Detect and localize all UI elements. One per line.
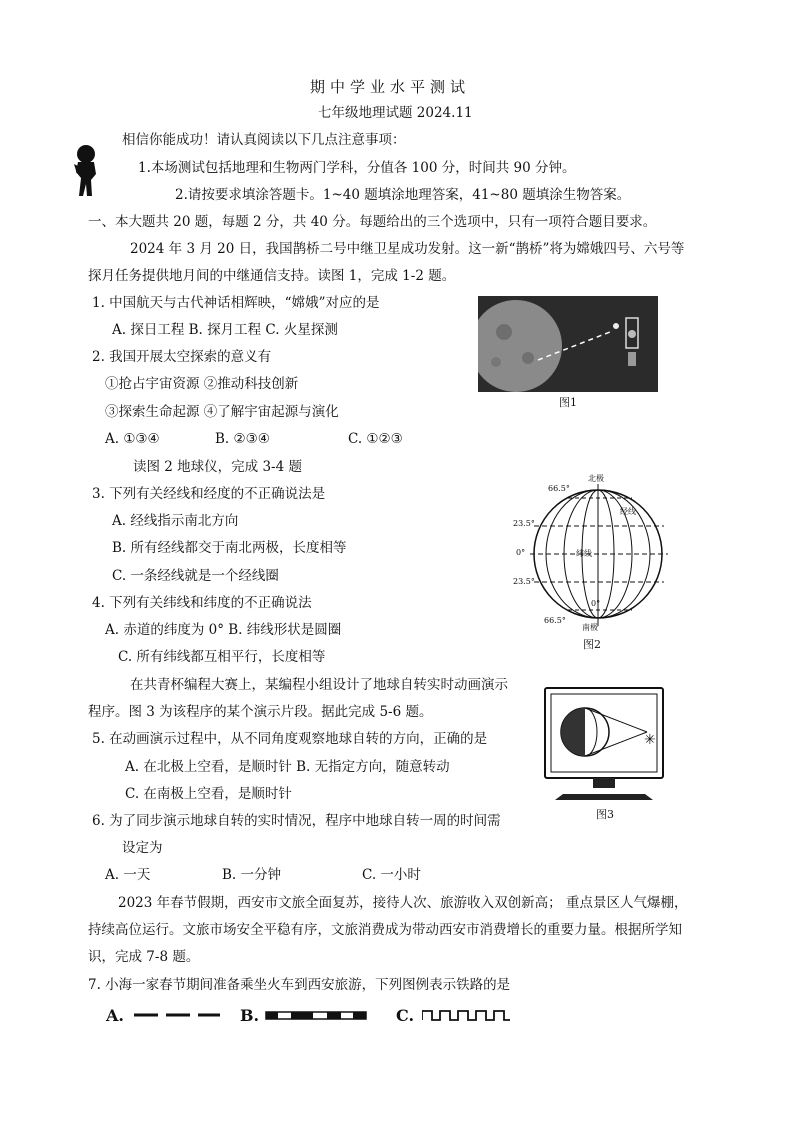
question-2-items-2: ③探索生命起源 ④了解宇宙起源与演化 — [105, 404, 339, 420]
question-5: 5. 在动画演示过程中，从不同角度观察地球自转的方向，正确的是 — [92, 731, 488, 747]
question-2-items-1: ①抢占宇宙资源 ②推动科技创新 — [105, 376, 299, 392]
question-3-option-b: B. 所有经线都交于南北两极，长度相等 — [112, 540, 347, 556]
question-4: 4. 下列有关纬线和纬度的不正确说法 — [92, 595, 312, 611]
section-heading: 一、本大题共 20 题，每题 2 分，共 40 分。每题给出的三个选项中，只有一项符合题目要求。 — [88, 214, 657, 230]
figure-1-moon-relay-image — [478, 296, 658, 392]
question-2-option-c: C. ①②③ — [348, 431, 403, 447]
question-4-option-c: C. 所有纬线都互相平行，长度相等 — [118, 649, 326, 665]
legend-symbol-railway — [265, 1010, 370, 1022]
question-3: 3. 下列有关经线和经度的不正确说法是 — [92, 486, 326, 502]
question-2: 2. 我国开展太空探索的意义有 — [92, 349, 272, 365]
question-6-line-1: 6. 为了同步演示地球自转的实时情况，程序中地球自转一周的时间需 — [92, 813, 501, 829]
notice-item-1: 1.本场测试包括地理和生物两门学科，分值各 100 分，时间共 90 分钟。 — [138, 160, 576, 176]
question-5-options-ab: A. 在北极上空看，是顺时针 B. 无指定方向，随意转动 — [125, 759, 450, 775]
question-1: 1. 中国航天与古代神话相辉映，“嫦娥”对应的是 — [92, 295, 380, 311]
question-4-options-ab: A. 赤道的纬度为 0° B. 纬线形状是圆圈 — [105, 622, 342, 638]
question-5-option-c: C. 在南极上空看，是顺时针 — [125, 786, 292, 802]
svg-text:✳: ✳ — [644, 732, 656, 748]
figure-1-caption: 图1 — [559, 396, 577, 409]
question-1-options: A. 探日工程 B. 探月工程 C. 火星探测 — [112, 322, 338, 338]
figure-3-monitor-diagram — [543, 686, 665, 804]
globe-label-235n: 23.5° — [513, 519, 535, 528]
globe-label-south-pole: 南极 — [582, 623, 598, 632]
figure-2-caption: 图2 — [583, 638, 601, 651]
question-6-option-a: A. 一天 — [105, 867, 151, 883]
page-title: 期中学业水平测试 — [310, 78, 471, 96]
question-3-option-c: C. 一条经线就是一个经线圈 — [112, 568, 279, 584]
notice-intro: 相信你能成功！请认真阅读以下几点注意事项： — [122, 132, 406, 148]
passage-1-line-1: 2024 年 3 月 20 日，我国鹊桥二号中继卫星成功发射。这一新“鹊桥”将为嫦娥四号、六号等 — [130, 241, 685, 257]
question-7-option-b-label: B. — [240, 1006, 260, 1025]
page-subtitle: 七年级地理试题 2024.11 — [318, 105, 473, 121]
question-7-option-c-label: C. — [396, 1006, 415, 1025]
globe-label-0: 0° — [516, 548, 526, 557]
question-3-option-a: A. 经线指示南北方向 — [112, 513, 239, 529]
question-7: 7. 小海一家春节期间准备乘坐火车到西安旅游，下列图例表示铁路的是 — [88, 977, 511, 993]
question-2-option-a: A. ①③④ — [105, 431, 160, 447]
legend-symbol-wall-line — [422, 1008, 514, 1022]
passage-4-line-3: 识，完成 7-8 题。 — [88, 949, 200, 965]
globe-label-235s: 23.5° — [513, 577, 535, 586]
question-2-option-b: B. ②③④ — [215, 431, 270, 447]
globe-label-parallel: 纬线 — [576, 549, 592, 558]
question-6-option-c: C. 一小时 — [362, 867, 421, 883]
passage-3-line-1: 在共青杯编程大赛上，某编程小组设计了地球自转实时动画演示 — [130, 677, 508, 693]
question-7-option-a-label: A. — [106, 1006, 124, 1025]
decorative-figure-image — [70, 144, 100, 200]
passage-3-line-2: 程序。图 3 为该程序的某个演示片段。据此完成 5-6 题。 — [88, 704, 433, 720]
globe-label-north-pole: 北极 — [588, 474, 604, 483]
globe-label-665s: 66.5° — [544, 616, 566, 625]
legend-symbol-dashed-line — [134, 1010, 224, 1020]
read-figure-2-instruction: 读图 2 地球仪，完成 3-4 题 — [133, 459, 302, 475]
question-6-line-2: 设定为 — [122, 840, 163, 856]
passage-1-line-2: 探月任务提供地月间的中继通信支持。读图 1，完成 1-2 题。 — [88, 268, 456, 284]
globe-label-meridian: 经线 — [620, 507, 636, 516]
passage-4-line-2: 持续高位运行。文旅市场安全平稳有序，文旅消费成为带动西安市消费增长的重要力量。根据所学知 — [88, 922, 682, 938]
question-6-option-b: B. 一分钟 — [222, 867, 282, 883]
globe-label-665n: 66.5° — [548, 484, 570, 493]
globe-label-prime-meridian: 0° — [591, 599, 601, 608]
passage-4-line-1: 2023 年春节假期，西安市文旅全面复苏，接待人次、旅游收入双创新高； 重点景区人气爆棚， — [118, 895, 688, 911]
figure-3-caption: 图3 — [596, 808, 614, 821]
notice-item-2: 2.请按要求填涂答题卡。1~40 题填涂地理答案，41~80 题填涂生物答案。 — [175, 187, 631, 203]
